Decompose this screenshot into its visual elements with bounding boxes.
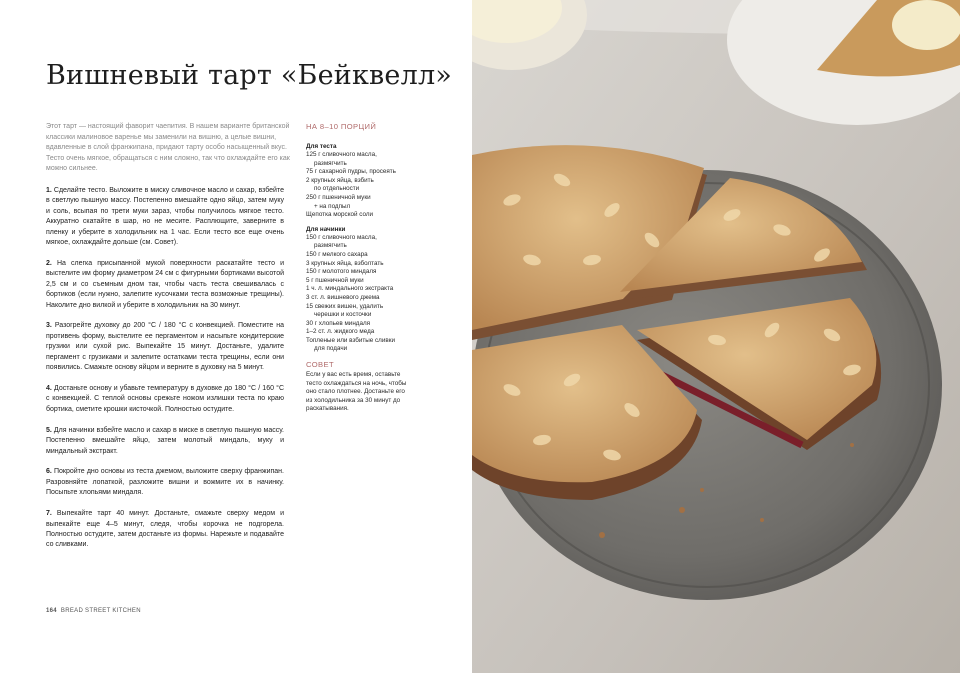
ingredient-line: 75 г сахарной пудры, просеять bbox=[306, 168, 396, 176]
step-text: Покройте дно основы из теста джемом, выложите сверху франжипан. Разровняйте лопаткой, разложите вишни и вожмите их в начинку. Посыпьте хлопьями миндаля. bbox=[46, 468, 284, 497]
ingredient-line: Топленые или взбитые сливки для подачи bbox=[306, 336, 395, 353]
step-text: На слегка присыпанной мукой поверхности раскатайте тесто и выстелите им форму диаметром 24 см с фигурными бортиками высотой 2,5 см и со съемным дном так, чтобы часть теста свешивалась с бортиков (если нужно, залепите кусочками теста возможные трещины). Наколите дно вилкой и уберите в холодильник на 30 минут. bbox=[46, 259, 284, 309]
step-number: 6. bbox=[46, 468, 52, 476]
tip-heading: СОВЕТ bbox=[306, 360, 334, 370]
ingredient-line: 3 ст. л. вишневого джема bbox=[306, 293, 380, 301]
step-number: 1. bbox=[46, 187, 52, 194]
ingredient-line: 1 ч. л. миндального экстракта bbox=[306, 285, 394, 293]
step-text: Сделайте тесто. Выложите в миску сливочное масло и сахар, взбейте в светлую пышную массу. Постепенно вмешайте одно яйцо, затем муку и соль, всыпая по трети муки зараз, чтобы получилось мягкое тесто. Аккуратно скатайте в шар, но не месите. Расплющите, заверните в пленку и уберите в холодильник на 1 час. Если тесто все еще очень мягкое, охлаждайте дольше (см. Совет). bbox=[46, 187, 284, 247]
method-step bbox=[46, 259, 284, 311]
recipe-title: Вишневый тарт «Бейквелл» bbox=[46, 60, 453, 91]
method-steps bbox=[46, 186, 284, 561]
method-step bbox=[46, 384, 284, 415]
dough-ingredients bbox=[306, 143, 411, 220]
method-step bbox=[46, 467, 284, 498]
step-text: Выпекайте тарт 40 минут. Достаньте, смажьте сверху медом и выпекайте еще 4–5 минут, следя, чтобы корочка не подгорела. Полностью остудите, затем достаньте из формы. Нарежьте и подавайте со сливками. bbox=[46, 510, 284, 549]
step-text: Достаньте основу и убавьте температуру в духовке до 180 °C / 160 °C с конвекцией. С теплой основы срежьте ножом излишки теста по краю бортика, сметите крошки кисточкой. Полностью остудите. bbox=[46, 385, 284, 413]
method-step bbox=[46, 426, 284, 457]
step-number: 4. bbox=[46, 385, 52, 392]
step-number: 7. bbox=[46, 510, 52, 518]
page-footer bbox=[46, 608, 141, 614]
method-step bbox=[46, 321, 284, 373]
ingredients-panel bbox=[306, 122, 411, 414]
ingredient-line: 1–2 ст. л. жидкого меда bbox=[306, 328, 375, 336]
step-text: Разогрейте духовку до 200 °C / 180 °C с конвекцией. Поместите на противень форму, выстелите ее пергаментом и насыпьте кондитерские грузики или сухой рис. Выпекайте 15 минут. Достаньте, удалите пергамент с грузиками и залепите остатками теста трещины, если они появились. Смажьте основу яйцом и верните в духовку на 5 минут. bbox=[46, 322, 285, 372]
ingredient-line: 3 крупных яйца, взболтать bbox=[306, 259, 384, 267]
ingredient-line: 150 г молотого миндаля bbox=[306, 268, 377, 276]
step-number: 5. bbox=[46, 426, 52, 434]
ingredient-line: 150 г мелкого сахара bbox=[306, 250, 368, 258]
ingredient-line: 150 г сливочного масла, размягчить bbox=[306, 233, 377, 250]
step-number: 2. bbox=[46, 259, 52, 267]
recipe-page bbox=[0, 0, 472, 673]
ingredient-line: 5 г пшеничной муки bbox=[306, 276, 364, 284]
method-step bbox=[46, 186, 284, 248]
ingredients-heading: Для начинки bbox=[306, 225, 346, 233]
ingredients-heading: Для теста bbox=[306, 143, 337, 150]
step-number: 3. bbox=[46, 322, 52, 330]
cream-dollop bbox=[892, 0, 960, 50]
ingredient-line: 125 г сливочного масла, размягчить bbox=[306, 151, 377, 167]
filling-ingredients bbox=[306, 226, 411, 354]
step-text: Для начинки взбейте масло и сахар в миске в светлую пышную массу. Постепенно вмешайте яйцо, затем молотый миндаль, муку и миндальный экстракт. bbox=[46, 426, 284, 455]
tip-text: Если у вас есть время, оставьте тесто охлаждаться на ночь, чтобы оно стало плотнее. Достаньте его из холодильника за 30 минут до раскатывания. bbox=[306, 371, 407, 413]
method-step bbox=[46, 509, 284, 551]
recipe-intro: Этот тарт — настоящий фаворит чаепития. В нашем варианте британской классики малиновое варенье мы заменили на вишню, а целые вишни, вдавленные в слой франжипана, придают тарту особо насыщенный вкус. Тесто очень мягкое, обращаться с ним сложно, так что охлаждайте его как можно сильнее. bbox=[46, 123, 290, 172]
page-number: 164 bbox=[46, 608, 57, 614]
tart-photo bbox=[472, 0, 960, 673]
ingredient-line: 2 крупных яйца, взбить по отдельности bbox=[306, 176, 374, 193]
ingredient-line: 15 свежих вишен, удалить черешки и косточки bbox=[306, 302, 384, 319]
servings-label: НА 8–10 ПОРЦИЙ bbox=[306, 122, 377, 131]
ingredient-line: Щепотка морской соли bbox=[306, 211, 374, 219]
ingredient-line: 250 г пшеничной муки + на подпыл bbox=[306, 193, 371, 210]
book-title: BREAD STREET KITCHEN bbox=[60, 608, 141, 614]
ingredient-line: 30 г хлопьев миндаля bbox=[306, 319, 371, 327]
tart-photo-illustration bbox=[472, 0, 960, 673]
